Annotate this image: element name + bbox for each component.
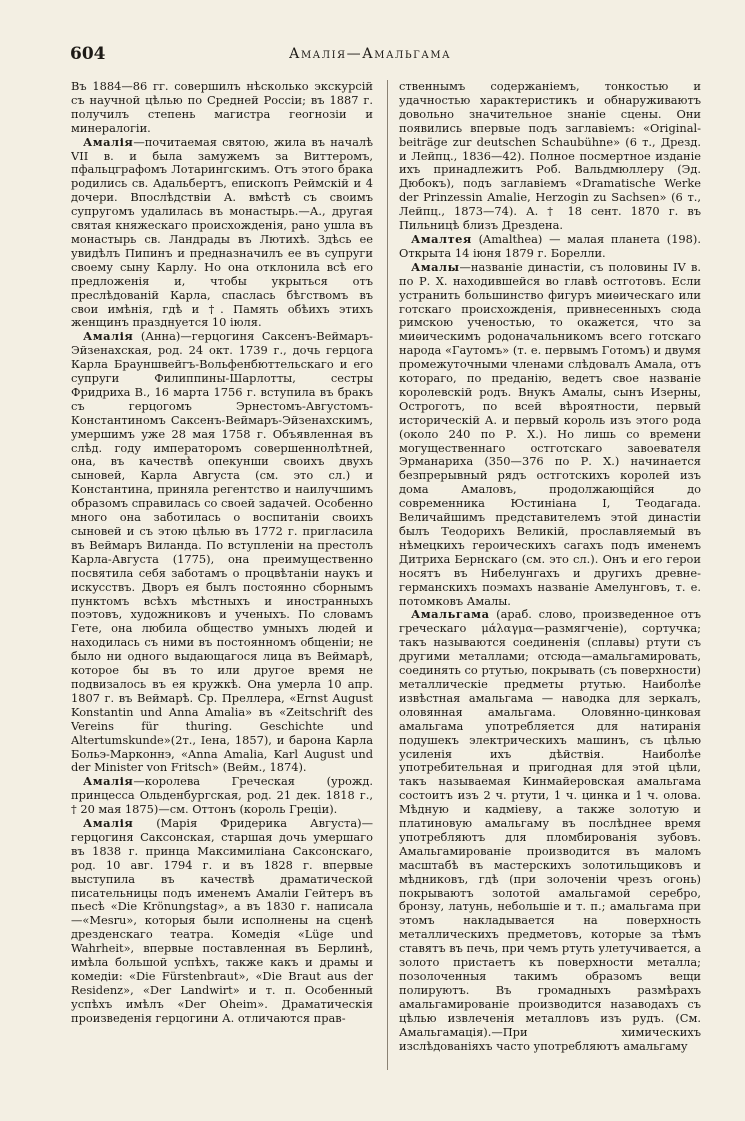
entry-headword: Амалтея	[411, 231, 472, 246]
entry-headword: Амалы	[411, 259, 460, 274]
entry-text: (араб. слово, произведенное отъ греческаго μάλαγμα—размягченіе), сортучка; такъ называются соединенія (сплавы) ртути съ другими металлами; отсюда—амальгамировать, соединять со ртутью, покрывать (съ поверхности) металлическіе предметы ртутью. Наиболѣе извѣстная амальгама — наводка для зеркалъ, оловянная амальгама. Оловянно-цинковая амальгама употребляется для натиранія подушекъ электрическихъ машинъ, съ цѣлью усиленія ихъ дѣйствія. Наиболѣе употребительная и пригодная для этой цѣли, такъ называемая Кинмайеровская амальгама состоитъ изъ 2 ч. ртути, 1 ч. цинка и 1 ч. олова. Мѣдную и кадміеву, а также золотую и платиновую амальгаму въ послѣднее время употребляютъ для пломбированія зубовъ. Амальгамированіе производится въ маломъ масштабѣ въ мастерскихъ золотильщиковъ и мѣдниковъ, гдѣ (при золоченіи чрезъ огонь) покрываютъ золотой амальгамой серебро, бронзу, латунь, небольшіе и т. п.; амальгама при этомъ накладывается на поверхность металлическихъ предметовъ, которые за тѣмъ ставятъ въ печь, при чемъ ртуть улетучивается, а золото пристаетъ къ поверхности металла; позолоченныя такимъ образомъ вещи полируютъ. Въ громадныхъ размѣрахъ амальгамированіе производится назаводахъ съ цѣлью извлеченія металловъ изъ рудъ. (См. Амальгамація).—При химическихъ изслѣдованіяхъ часто употребляютъ амальгаму	[399, 607, 701, 1053]
entry-text: (Анна)—герцогиня Саксенъ-Веймаръ-Эйзенахская, род. 24 окт. 1739 г., дочь герцога Карла Брауншвейгъ-Вольфенбюттельскаго и его супруги Филиппины-Шарлотты, сестры Фридриха В., 16 марта 1756 г. вступила въ бракъ съ герцогомъ Эрнестомъ-Августомъ-Константиномъ Саксенъ-Веймаръ-Эйзенахскимъ, умершимъ уже 28 мая 1758 г. Объявленная въ слѣд. году императоромъ совершеннолѣтней, она, въ качествѣ опекунши своихъ двухъ сыновей, Карла Августа (см. это сл.) и Константина, приняла регентство и наилучшимъ образомъ справилась со своей задачей. Особенно много она заботилась о воспитаніи своихъ сыновей и съ этою цѣлью въ 1772 г. пригласила въ Веймаръ Виланда. По вступленіи на престолъ Карла-Августа (1775), она преимущественно посвятила себя заботамъ о процвѣтаніи наукъ и искусствъ. Дворъ ея былъ постоянно сборнымъ пунктомъ всѣхъ мѣстныхъ и иностранныхъ поэтовъ, художниковъ и ученыхъ. По словамъ Гете, она любила общество умныхъ людей и находилась съ ними въ постоянномъ общеніи; не было ни одного выдающагося лица въ Веймарѣ, которое бы въ то или другое время не подвизалось въ ея кружкѣ. Она умерла 10 апр. 1807 г. въ Веймарѣ. Ср. Преллера, «Ernst August Konstantin und Anna Amalia» въ «Zeitschrift des Vereins für thuring. Geschichte und Altertumskunde»(2т., Iена, 1857), и барона Карла Больэ-Марконнэ, «Anna Amalia, Karl August und der Minister von Fritsch» (Вейм., 1874).	[71, 329, 373, 775]
entry-headword: Амальгама	[411, 607, 490, 622]
column-divider	[387, 80, 388, 1070]
entry-amalia-duchess	[71, 817, 373, 1026]
entry-text: —почитаемая святою, жила въ началѣ VII в. и была замужемъ за Виттеромъ, пфальцграфомъ Лотарингскимъ. Отъ этого брака родились св. Адальбертъ, епископъ Реймскій и 4 дочери. Впослѣдствіи А. вмѣстѣ съ своимъ супругомъ удалилась въ монастырь.—А., другая святая княжескаго происхожденія, рано ушла въ монастырь св. Ландрады въ Лютихѣ. Здѣсь ее увидѣлъ Пипинъ и предназначилъ ее въ супруги своему сыну Карлу. Но она отклонила всѣ его предложенія и, чтобы укрыться отъ преслѣдованій Карла, спаслась бѣгствомъ въ свои имѣнія, гдѣ и †. Память обѣихъ этихъ женщинъ празднуется 10 іюля.	[71, 134, 373, 330]
page-header	[70, 44, 670, 66]
entry-text: (Марія Фридерика Августа)—герцогиня Саксонская, старшая дочь умершаго въ 1838 г. принца Максимиліана Саксонскаго, род. 10 авг. 1794 г. и въ 1828 г. впервые выступила въ качествѣ драматической писательницы подъ именемъ Амаліи Гейтеръ въ пьесѣ «Die Krönungstag», а въ 1830 г. написала—«Mesru», которыя были исполнены на сценѣ дрезденскаго театра. Комедія «Lüge und Wahrheit», впервые поставленная въ Берлинѣ, имѣла большой успѣхъ, также какъ и драмы и комедіи: «Die Fürstenbraut», «Die Braut aus der Residenz», «Der Landwirt» и т. п. Особенный успѣхъ имѣлъ «Der Oheim». Драматическія произведенія герцогини А. отличаются прав-	[71, 816, 373, 1025]
left-column	[71, 80, 373, 1080]
entry-amalthea	[399, 233, 701, 261]
entry-amalia-queen	[71, 775, 373, 817]
entry-amalia-anna	[71, 330, 373, 775]
entry-continuation: Въ 1884—86 гг. совершилъ нѣсколько экскурсій съ научной цѣлью по Средней Россіи; въ 1887 г. получилъ степень магистра геогнозіи и минералогіи.	[71, 80, 373, 135]
entry-headword: Амалія	[83, 774, 134, 789]
entry-text: —королева Греческая (урожд. принцесса Ольденбургская, род. 21 дек. 1818 г., † 20 мая 1875)—см. Оттонъ (король Греціи).	[71, 774, 373, 817]
entry-headword: Амалія	[83, 134, 134, 149]
entry-text: —названіе династіи, съ половины IV в. по Р. Х. находившейся во главѣ остготовъ. Если устранить большинство фигуръ миѳическаго или готскаго происхожденія, привнесенныхъ сюда римскою ученостью, то окажется, что за миѳическимъ родоначальникомъ всего готскаго народа «Гаутомъ» (т. е. первымъ Готомъ) и двумя промежуточными членами слѣдовалъ Амала, отъ котораго, по преданію, ведетъ свое названіе королевскій родъ. Внукъ Амалы, сынъ Изерны, Остроготъ, по всей вѣроятности, первый историческій А. и первый король изъ этого рода (около 240 по Р. Х.). Но лишь со времени могущественнаго остготскаго завоевателя Эрманариха (350—376 по Р. Х.) начинается безпрерывный рядъ остготскихъ королей изъ дома Амаловъ, продолжающійся до современника Юстиніана I, Теодагада. Величайшимъ представителемъ этой династіи былъ Теодорихъ Великій, прославляемый въ нѣмецкихъ героическихъ сагахъ подъ именемъ Дитриха Бернскаго (см. это сл.). Онъ и его герои носятъ въ Нибелунгахъ и другихъ древне-германскихъ поэмахъ названіе Амелунговъ, т. е. потомковъ Амалы.	[399, 259, 701, 608]
running-title: Амалія—Амальгама	[288, 46, 452, 62]
entry-amaly	[399, 261, 701, 609]
right-column	[399, 80, 701, 1080]
entry-amalia-saint	[71, 136, 373, 331]
entry-headword: Амалія	[83, 816, 134, 831]
entry-text: (Amalthea) — малая планета (198). Открыта 14 іюня 1879 г. Борелли.	[399, 231, 701, 260]
entry-continuation: ственнымъ содержаніемъ, тонкостью и удачностью характеристикъ и обнаруживаютъ довольно значительное знаніе сцены. Они появились впервые подъ заглавіемъ: «Original-beiträge zur deutschen Schaubühne» (6 т., Дрезд. и Лейпц., 1836—42). Полное посмертное изданіе ихъ принадлежитъ Роб. Вальдмюллеру (Эд. Дюбокъ), подъ заглавіемъ «Dramatische Werke der Prinzessin Amalie, Herzogin zu Sachsen» (6 т., Лейпц., 1873—74). А. † 18 сент. 1870 г. въ Пильницѣ близъ Дрездена.	[399, 80, 701, 233]
entry-amalgama	[399, 608, 701, 1053]
entry-headword: Амалія	[83, 329, 134, 344]
page-number: 604	[70, 44, 106, 64]
